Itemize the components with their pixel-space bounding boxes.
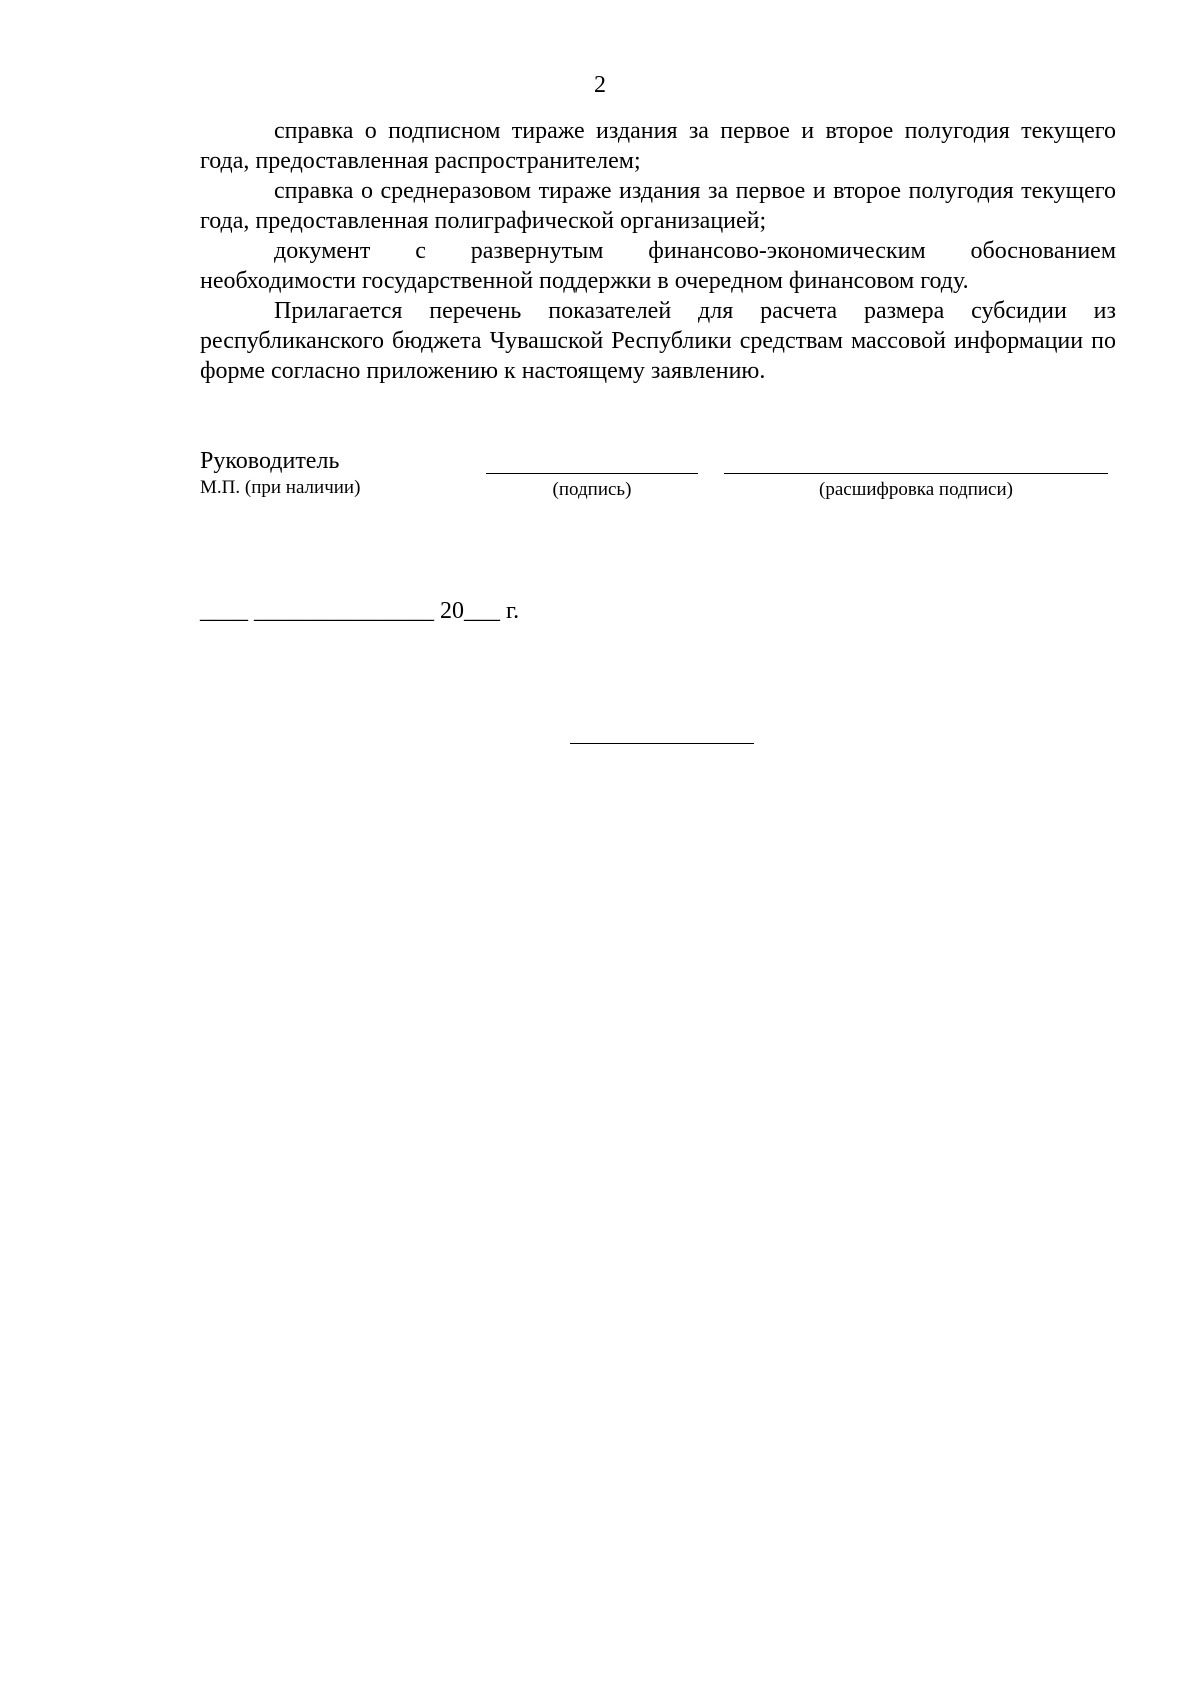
- signature-block: [200, 446, 1116, 506]
- date-line: ____ _______________ 20___ г.: [200, 598, 520, 624]
- signature-caption: (подпись): [552, 479, 632, 500]
- signature-line: [486, 473, 698, 474]
- signature-decode-line: [724, 473, 1108, 474]
- signature-decode-caption: (расшифровка подписи): [819, 479, 1013, 500]
- paragraph-attachment-note: Прилагается перечень показателей для расчета размера субсидии из республиканского бюджета Чувашской Республики средствам массовой информации по форме согласно приложению к настоящему заявлению.: [200, 298, 1116, 384]
- paragraph-financial-justification: документ с развернутым финансово-экономическим обоснованием необходимости государственной поддержки в очередном финансовом году.: [200, 238, 1116, 294]
- paragraph-circulation-certificate: справка о среднеразовом тираже издания за первое и второе полугодия текущего года, предоставленная полиграфической организацией;: [200, 178, 1116, 234]
- page-number: 2: [594, 72, 606, 98]
- signer-title: Руководитель: [200, 448, 340, 474]
- seal-note: М.П. (при наличии): [200, 477, 361, 498]
- document-body: [200, 116, 1116, 386]
- paragraph-subscription-certificate: справка о подписном тираже издания за первое и второе полугодия текущего года, предоставленная распространителем;: [200, 118, 1116, 174]
- end-rule: [570, 743, 754, 744]
